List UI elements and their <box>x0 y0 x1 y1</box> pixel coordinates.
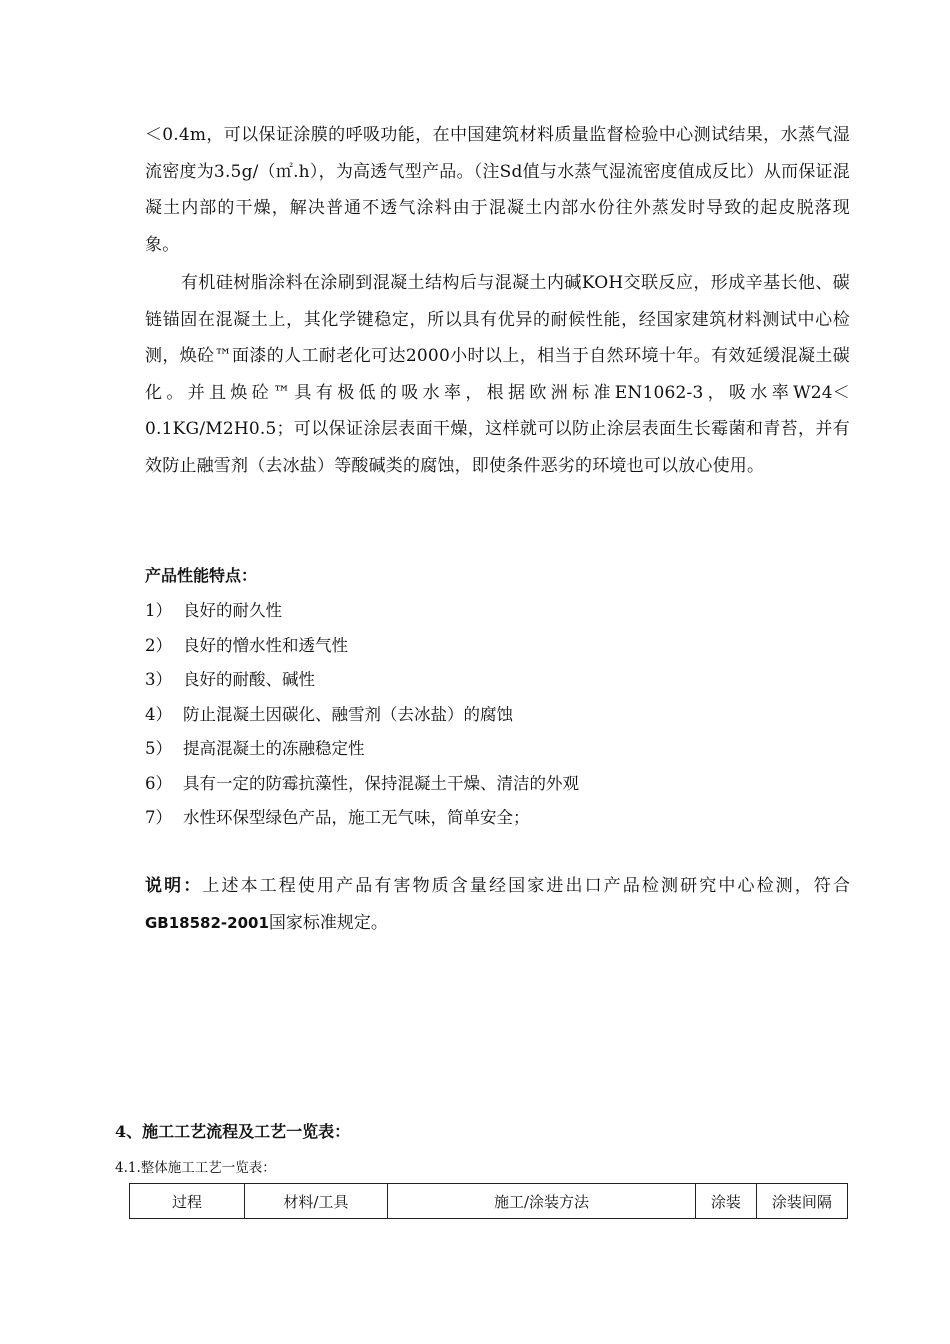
list-item-text: 良好的憎水性和透气性 <box>183 635 348 655</box>
note-label: 说明： <box>145 876 203 896</box>
body-paragraph-2: 有机硅树脂涂料在涂刷到混凝土结构后与混凝土内碱KOH交联反应，形成辛基长他、碳链锚固在混凝土上，其化学键稳定，所以具有优异的耐候性能，经国家建筑材料测试中心检测，焕砼™面漆的人工耐老化可达2000小时以上，相当于自然环境十年。有效延缓混凝土碳化。并且焕砼™具有极低的吸水率，根据欧洲标准EN1062-3，吸水率W24＜0.1KG/M2H0.5；可以保证涂层表面干燥，这样就可以防止涂层表面生长霉菌和青苔，并有效防止融雪剂（去冰盐）等酸碱类的腐蚀，即使条件恶劣的环境也可以放心使用。 <box>145 273 850 476</box>
note-standard: GB18582-2001 <box>145 913 269 932</box>
list-item <box>145 594 850 629</box>
table-header-row <box>130 1184 848 1219</box>
list-item-text: 水性环保型绿色产品，施工无气味，简单安全； <box>183 808 530 827</box>
table-header-cell: 涂装 <box>696 1184 757 1219</box>
process-table <box>129 1183 848 1219</box>
list-item-number: 3） <box>145 670 172 689</box>
list-item-number: 7） <box>145 808 172 827</box>
table-header-cell: 施工/涂装方法 <box>387 1184 695 1219</box>
table-header-cell: 过程 <box>130 1184 245 1219</box>
table-header-cell: 涂装间隔 <box>756 1184 847 1219</box>
list-item-text: 良好的耐久性 <box>183 601 282 620</box>
list-item <box>145 801 850 836</box>
note-paragraph <box>145 868 850 941</box>
list-item <box>145 767 850 802</box>
list-item-number: 2） <box>145 635 172 655</box>
list-item-text: 提高混凝土的冻融稳定性 <box>183 739 365 758</box>
list-item <box>145 698 850 733</box>
note-tail: 国家标准规定。 <box>268 912 388 933</box>
list-item-number: 1） <box>145 601 172 620</box>
list-item <box>145 629 850 664</box>
note-text: 上述本工程使用产品有害物质含量经国家进出口产品检测研究中心检测，符合 <box>202 876 851 896</box>
table-header-cell: 材料/工具 <box>245 1184 388 1219</box>
list-item <box>145 663 850 698</box>
section-title: 4、施工工艺流程及工艺一览表： <box>115 1122 351 1141</box>
list-item-text: 具有一定的防霉抗藻性，保持混凝土干燥、清洁的外观 <box>183 773 579 793</box>
list-item <box>145 732 850 767</box>
list-item-number: 5） <box>145 739 172 758</box>
list-item-text: 防止混凝土因碳化、融雪剂（去冰盐）的腐蚀 <box>183 704 513 724</box>
list-item-number: 6） <box>145 773 172 793</box>
section-subtitle: 4.1.整体施工工艺一览表： <box>115 1160 276 1176</box>
features-title: 产品性能特点： <box>145 566 258 585</box>
features-list <box>145 594 850 836</box>
list-item-text: 良好的耐酸、碱性 <box>183 670 315 689</box>
body-paragraph-1: ＜0.4m，可以保证涂膜的呼吸功能，在中国建筑材料质量监督检验中心测试结果，水蒸气湿流密度为3.5g/（㎡.h），为高透气型产品。（注Sd值与水蒸气湿流密度值成反比）从而保证混凝土内部的干燥，解决普通不透气涂料由于混凝土内部水份往外蒸发时导致的起皮脱落现象。 <box>145 125 850 255</box>
list-item-number: 4） <box>145 704 172 724</box>
